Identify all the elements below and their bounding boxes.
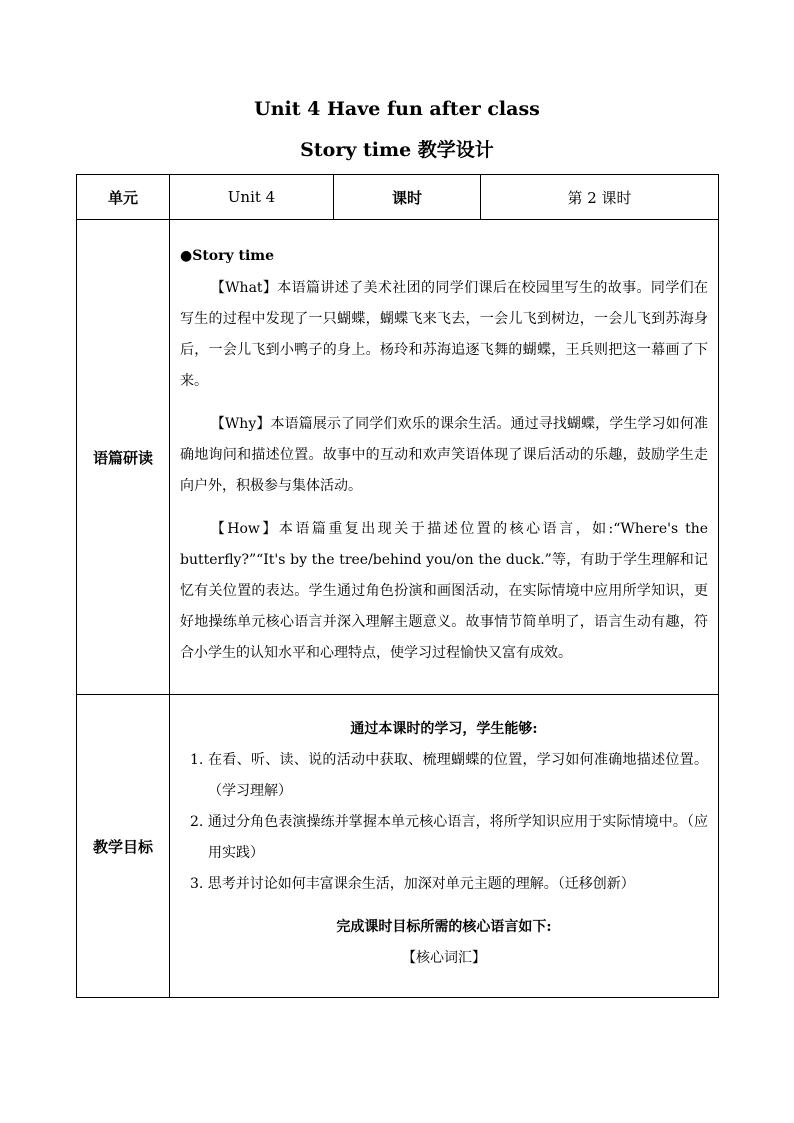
document-title: Unit 4 Have fun after class <box>254 98 540 120</box>
objectives-label: 教学目标 <box>77 695 170 998</box>
analysis-heading: ●Story time <box>180 248 275 264</box>
analysis-content <box>170 220 719 695</box>
period-value: 第 2 课时 <box>481 175 719 220</box>
objectives-intro: 通过本课时的学习，学生能够: <box>350 721 538 737</box>
lesson-plan-table <box>76 174 719 998</box>
analysis-why: 【Why】本语篇展示了同学们欢乐的课余生活。通过寻找蝴蝶，学生学习如何准确地询问和描述位置。故事中的互动和欢声笑语体现了课后活动的乐趣，鼓励学生走向户外，积极参与集体活动。 <box>180 416 708 494</box>
core-vocab-heading: 【核心词汇】 <box>402 950 486 966</box>
analysis-label: 语篇研读 <box>77 220 170 695</box>
period-label: 课时 <box>334 175 481 220</box>
objective-item-2: 2. 通过分角色表演操练并掌握本单元核心语言，将所学知识应用于实际情境中。（应用实践） <box>190 814 708 861</box>
core-language-heading: 完成课时目标所需的核心语言如下: <box>336 919 552 935</box>
objectives-content <box>170 695 719 998</box>
document-subtitle: Story time 教学设计 <box>300 139 494 161</box>
objective-item-3: 3. 思考并讨论如何丰富课余生活，加深对单元主题的理解。（迁移创新） <box>190 876 635 892</box>
analysis-what: 【What】本语篇讲述了美术社团的同学们课后在校园里写生的故事。同学们在写生的过程中发现了一只蝴蝶，蝴蝶飞来飞去，一会儿飞到树边，一会儿飞到苏海身后，一会儿飞到小鸭子的身上。杨玲和苏海追逐飞舞的蝴蝶，王兵则把这一幕画了下来。 <box>180 280 708 389</box>
unit-value: Unit 4 <box>170 175 334 220</box>
unit-label: 单元 <box>77 175 170 220</box>
objective-item-1: 1. 在看、听、读、说的活动中获取、梳理蝴蝶的位置，学习如何准确地描述位置。（学习理解） <box>190 752 708 799</box>
analysis-how: 【How】本语篇重复出现关于描述位置的核心语言，如:“Where's the butterfly?”“It's by the tree/behind you/on the duck.”等，有助于学生理解和记忆有关位置的表达。学生通过角色扮演和画图活动，在实际情境中应用所学知识，更好地操练单元核心语言并深入理解主题意义。故事情节简单明了，语言生动有趣，符合小学生的认知水平和心理特点，使学习过程愉快又富有成效。 <box>180 521 708 661</box>
header-row <box>77 175 719 220</box>
analysis-row <box>77 220 719 695</box>
objectives-row <box>77 695 719 998</box>
